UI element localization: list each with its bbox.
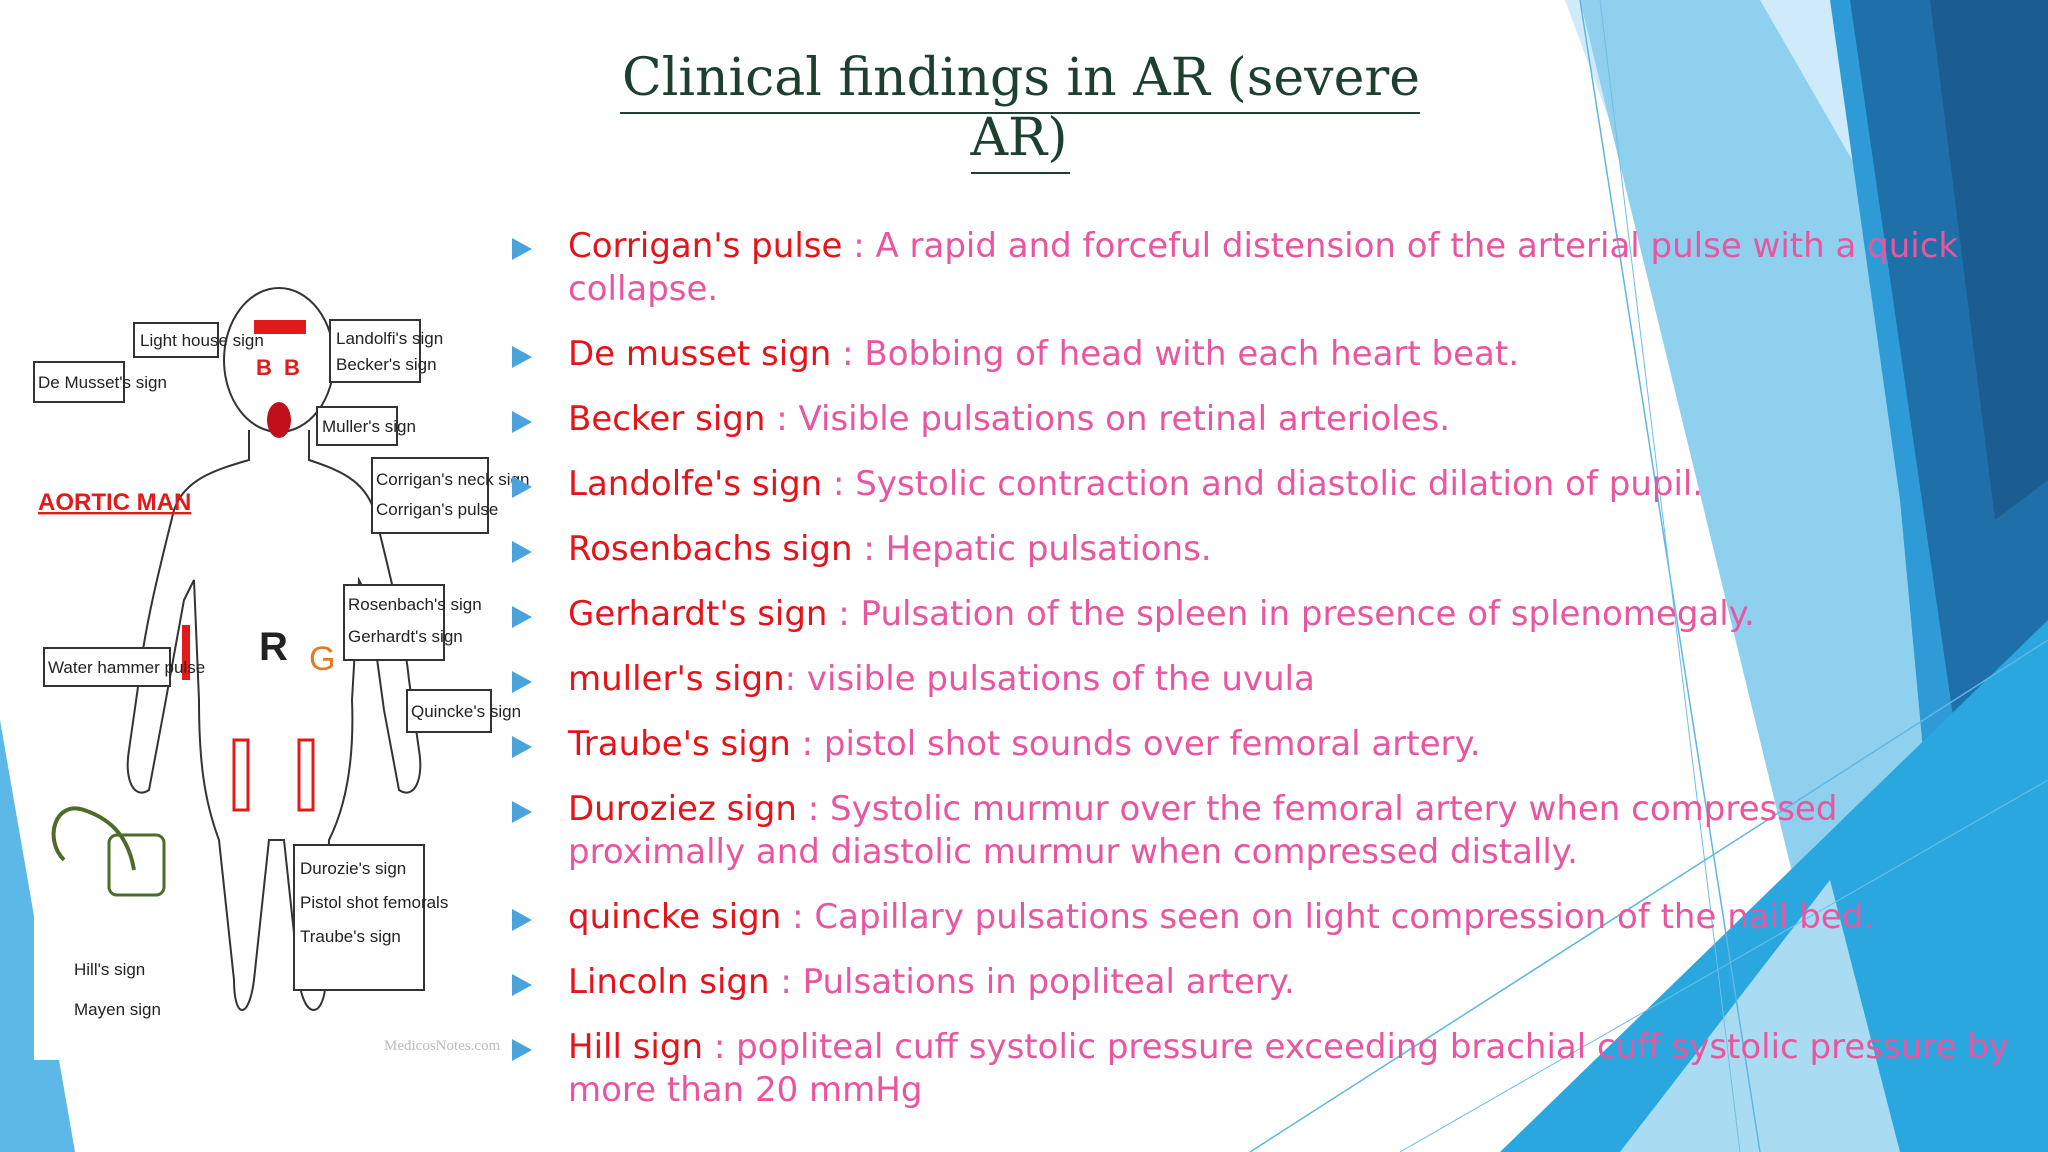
list-item — [512, 463, 2012, 506]
thigh-marker-left — [234, 740, 248, 810]
bullet-arrow-icon — [512, 801, 532, 823]
bullet-arrow-icon — [512, 346, 532, 368]
item-description: : Systolic murmur over the femoral artery when compressed proximally and diastolic murmur when compressed distally. — [568, 789, 1838, 872]
item-term: muller's sign — [568, 659, 785, 699]
bullet-arrow-icon — [512, 476, 532, 498]
item-term: Corrigan's pulse — [568, 226, 843, 266]
thigh-marker-right — [299, 740, 313, 810]
item-term: Becker sign — [568, 399, 766, 439]
item-description: : popliteal cuff systolic pressure exceeding brachial cuff systolic pressure by more than 20 mmHg — [568, 1027, 2009, 1110]
item-description: : Pulsation of the spleen in presence of splenomegaly. — [827, 594, 1755, 634]
item-term: Landolfe's sign — [568, 464, 823, 504]
aortic-man-illustration — [34, 280, 530, 1060]
list-item — [512, 528, 2012, 571]
label-water-hammer: Water hammer pulse — [48, 658, 206, 677]
list-item — [512, 723, 2012, 766]
bullet-arrow-icon — [512, 671, 532, 693]
bullet-arrow-icon — [512, 909, 532, 931]
item-term: Gerhardt's sign — [568, 594, 828, 634]
label-mayen: Mayen sign — [74, 1000, 161, 1019]
item-description: : visible pulsations of the uvula — [784, 659, 1315, 699]
label-landolfi: Landolfi's sign — [336, 329, 444, 348]
item-term: Lincoln sign — [568, 962, 770, 1002]
item-term: quincke sign — [568, 897, 782, 937]
bullet-arrow-icon — [512, 974, 532, 996]
label-quincke: Quincke's sign — [411, 702, 522, 721]
eye-b-right: B — [284, 355, 300, 380]
list-item — [512, 658, 2012, 701]
bullet-arrow-icon — [512, 238, 532, 260]
item-description: : Hepatic pulsations. — [852, 529, 1212, 569]
slide-title — [620, 48, 1420, 168]
figure-heading: AORTIC MAN — [38, 489, 192, 516]
label-muller: Muller's sign — [322, 417, 416, 436]
item-term: De musset sign — [568, 334, 832, 374]
label-becker: Becker's sign — [336, 355, 437, 374]
watermark: MedicosNotes.com — [384, 1038, 501, 1054]
item-description: : pistol shot sounds over femoral artery. — [790, 724, 1481, 764]
label-de-musset: De Musset's sign — [38, 373, 167, 392]
item-description: : Visible pulsations on retinal arterioles. — [765, 399, 1451, 439]
list-item — [512, 961, 2012, 1004]
bullet-arrow-icon — [512, 736, 532, 758]
label-light-house: Light house sign — [140, 331, 264, 350]
label-corrigan-pulse: Corrigan's pulse — [376, 500, 499, 519]
list-item — [512, 333, 2012, 376]
list-item — [512, 398, 2012, 441]
label-traube: Traube's sign — [300, 927, 401, 946]
spleen-letter: G — [309, 640, 336, 678]
item-description: : Pulsations in popliteal artery. — [769, 962, 1295, 1002]
eye-b-left: B — [256, 355, 272, 380]
label-pistol-shot: Pistol shot femorals — [300, 893, 449, 912]
bullet-arrow-icon — [512, 606, 532, 628]
label-duroziez: Durozie's sign — [300, 859, 407, 878]
bp-gauge — [109, 835, 164, 895]
item-term: Duroziez sign — [568, 789, 797, 829]
label-corrigan-neck: Corrigan's neck sign — [376, 470, 530, 489]
label-gerhardt: Gerhardt's sign — [348, 627, 463, 646]
label-hill: Hill's sign — [74, 960, 146, 979]
bullet-arrow-icon — [512, 541, 532, 563]
list-item — [512, 788, 2012, 874]
open-mouth — [267, 402, 291, 438]
list-item — [512, 593, 2012, 636]
item-term: Rosenbachs sign — [568, 529, 853, 569]
item-description: : Systolic contraction and diastolic dilation of pupil. — [822, 464, 1704, 504]
aortic-man-figure — [34, 280, 530, 1060]
item-description: : Bobbing of head with each heart beat. — [831, 334, 1520, 374]
list-item — [512, 896, 2012, 939]
label-rosenbach: Rosenbach's sign — [348, 595, 482, 614]
item-description: : Capillary pulsations seen on light compression of the nail bed. — [781, 897, 1875, 937]
findings-list — [512, 225, 2012, 1134]
list-item — [512, 225, 2012, 311]
list-item — [512, 1026, 2012, 1112]
item-term: Hill sign — [568, 1027, 704, 1067]
bullet-arrow-icon — [512, 411, 532, 433]
item-term: Traube's sign — [568, 724, 791, 764]
bullet-arrow-icon — [512, 1039, 532, 1061]
slide-title-text: Clinical findings in AR (severe AR) — [620, 48, 1420, 174]
liver-letter: R — [259, 625, 288, 669]
item-description: : A rapid and forceful distension of the arterial pulse with a quick collapse. — [568, 226, 1959, 309]
bp-cuff — [54, 808, 134, 870]
